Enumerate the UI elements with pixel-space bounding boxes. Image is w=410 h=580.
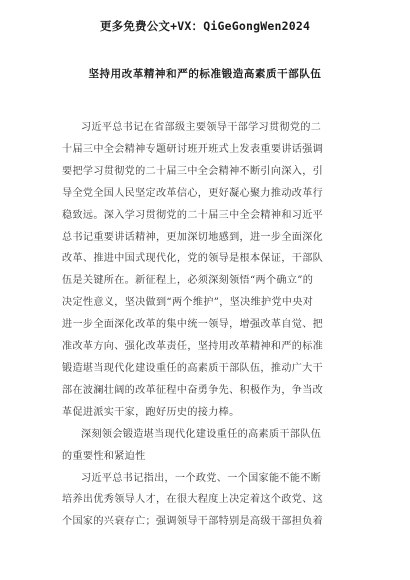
document-title: 坚持用改革精神和严的标准锻造高素质干部队伍	[88, 68, 322, 80]
body-line: 伍是关键所在。新征程上，必须深刻领悟“两个确立”的	[62, 275, 314, 287]
document-body	[62, 117, 354, 533]
body-line: 准改革方向、强化改革责任，坚持用改革精神和严的标准	[62, 341, 324, 353]
body-line: 锻造堪当现代化建设重任的高素质干部队伍，推动广大干	[62, 362, 324, 374]
body-line: 改革、推进中国式现代化，党的领导是根本保证，干部队	[62, 253, 324, 265]
body-line: 习近平总书记指出，一个政党、一个国家能不能不断	[81, 472, 322, 484]
body-line: 导全党全国人民坚定改革信心，更好凝心聚力推动改革行	[62, 187, 324, 199]
body-line: 革促进派实干家，跑好历史的接力棒。	[62, 406, 240, 418]
body-line: 总书记重要讲话精神，更加深切地感到，进一步全面深化	[62, 231, 324, 243]
body-line: 部在波澜壮阔的改革征程中奋勇争先、积极作为，争当改	[62, 384, 324, 396]
body-line: 的重要性和紧迫性	[62, 450, 146, 462]
body-line: 个国家的兴衰存亡；强调领导干部特别是高级干部担负着	[62, 516, 324, 528]
body-line: 深刻领会锻造堪当现代化建设重任的高素质干部队伍	[81, 428, 322, 440]
body-line: 进一步全面深化改革的集中统一领导，增强改革自觉、把	[62, 319, 324, 331]
body-line: 培养出优秀领导人才，在很大程度上决定着这个政党、这	[62, 494, 324, 506]
body-line: 习近平总书记在省部级主要领导干部学习贯彻党的二	[81, 122, 322, 133]
body-line: 十届三中全会精神专题研讨班开班式上发表重要讲话强调	[62, 143, 324, 155]
promo-header: 更多免费公文+VX：QiGeGongWen2024	[99, 19, 311, 33]
body-line: 稳致远。深入学习贯彻党的二十届三中全会精神和习近平	[62, 209, 324, 221]
body-line: 要把学习贯彻党的二十届三中全会精神不断引向深入，引	[62, 165, 324, 177]
body-line: 决定性意义，坚决做到“两个维护”，坚决维护党中央对	[62, 297, 314, 309]
